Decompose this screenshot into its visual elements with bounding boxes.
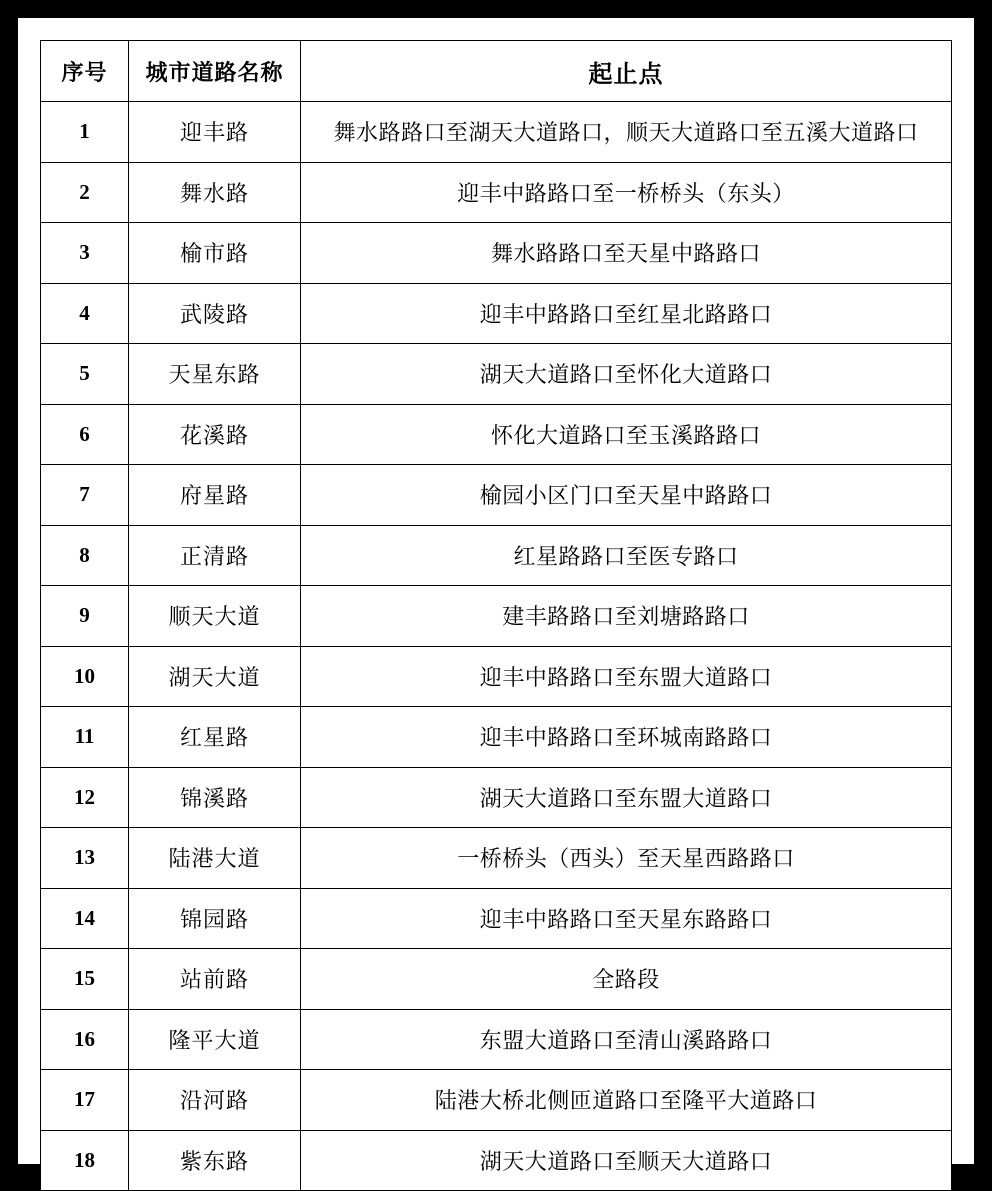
cell-range: 迎丰中路路口至环城南路路口 bbox=[301, 707, 952, 768]
cell-range: 红星路路口至医专路口 bbox=[301, 525, 952, 586]
cell-road-name: 迎丰路 bbox=[129, 102, 301, 163]
cell-range: 迎丰中路路口至东盟大道路口 bbox=[301, 646, 952, 707]
table-header-row bbox=[41, 41, 952, 102]
table-row bbox=[41, 344, 952, 405]
column-header-index: 序号 bbox=[41, 41, 129, 102]
cell-range: 建丰路路口至刘塘路路口 bbox=[301, 586, 952, 647]
cell-range: 迎丰中路路口至一桥桥头（东头） bbox=[301, 162, 952, 223]
cell-road-name: 府星路 bbox=[129, 465, 301, 526]
cell-range: 陆港大桥北侧匝道路口至隆平大道路口 bbox=[301, 1070, 952, 1131]
cell-index: 1 bbox=[41, 102, 129, 163]
cell-range: 舞水路路口至天星中路路口 bbox=[301, 223, 952, 284]
table-row bbox=[41, 223, 952, 284]
table-row bbox=[41, 888, 952, 949]
column-header-road-name: 城市道路名称 bbox=[129, 41, 301, 102]
table-row bbox=[41, 162, 952, 223]
column-header-range: 起止点 bbox=[301, 41, 952, 102]
cell-road-name: 陆港大道 bbox=[129, 828, 301, 889]
cell-index: 15 bbox=[41, 949, 129, 1010]
table-row bbox=[41, 586, 952, 647]
table-row bbox=[41, 404, 952, 465]
cell-road-name: 花溪路 bbox=[129, 404, 301, 465]
cell-range: 迎丰中路路口至天星东路路口 bbox=[301, 888, 952, 949]
table-row bbox=[41, 525, 952, 586]
cell-road-name: 舞水路 bbox=[129, 162, 301, 223]
cell-range: 湖天大道路口至东盟大道路口 bbox=[301, 767, 952, 828]
table-row bbox=[41, 767, 952, 828]
cell-index: 2 bbox=[41, 162, 129, 223]
table-row bbox=[41, 1130, 952, 1191]
cell-road-name: 沿河路 bbox=[129, 1070, 301, 1131]
cell-index: 9 bbox=[41, 586, 129, 647]
table-row bbox=[41, 646, 952, 707]
cell-road-name: 紫东路 bbox=[129, 1130, 301, 1191]
cell-index: 6 bbox=[41, 404, 129, 465]
cell-range: 湖天大道路口至怀化大道路口 bbox=[301, 344, 952, 405]
cell-index: 10 bbox=[41, 646, 129, 707]
cell-range: 一桥桥头（西头）至天星西路路口 bbox=[301, 828, 952, 889]
city-road-table bbox=[40, 40, 952, 1191]
cell-index: 14 bbox=[41, 888, 129, 949]
cell-index: 12 bbox=[41, 767, 129, 828]
table-row bbox=[41, 465, 952, 526]
cell-range: 怀化大道路口至玉溪路路口 bbox=[301, 404, 952, 465]
table-row bbox=[41, 283, 952, 344]
table-row bbox=[41, 102, 952, 163]
cell-road-name: 锦园路 bbox=[129, 888, 301, 949]
cell-range: 湖天大道路口至顺天大道路口 bbox=[301, 1130, 952, 1191]
cell-index: 16 bbox=[41, 1009, 129, 1070]
cell-road-name: 锦溪路 bbox=[129, 767, 301, 828]
cell-range: 舞水路路口至湖天大道路口，顺天大道路口至五溪大道路口 bbox=[301, 102, 952, 163]
cell-index: 18 bbox=[41, 1130, 129, 1191]
cell-index: 13 bbox=[41, 828, 129, 889]
table-row bbox=[41, 828, 952, 889]
cell-road-name: 天星东路 bbox=[129, 344, 301, 405]
document-page bbox=[18, 18, 974, 1174]
cell-road-name: 正清路 bbox=[129, 525, 301, 586]
table-row bbox=[41, 949, 952, 1010]
table-row bbox=[41, 1009, 952, 1070]
table-header bbox=[41, 41, 952, 102]
road-table-container bbox=[40, 40, 952, 1174]
cell-road-name: 隆平大道 bbox=[129, 1009, 301, 1070]
table-row bbox=[41, 1070, 952, 1131]
cell-range: 东盟大道路口至清山溪路路口 bbox=[301, 1009, 952, 1070]
table-row bbox=[41, 707, 952, 768]
cell-road-name: 顺天大道 bbox=[129, 586, 301, 647]
cell-road-name: 榆市路 bbox=[129, 223, 301, 284]
cell-index: 7 bbox=[41, 465, 129, 526]
cell-range: 全路段 bbox=[301, 949, 952, 1010]
cell-road-name: 站前路 bbox=[129, 949, 301, 1010]
cell-index: 5 bbox=[41, 344, 129, 405]
cell-road-name: 湖天大道 bbox=[129, 646, 301, 707]
cell-index: 8 bbox=[41, 525, 129, 586]
cell-road-name: 武陵路 bbox=[129, 283, 301, 344]
table-body bbox=[41, 102, 952, 1191]
cell-index: 4 bbox=[41, 283, 129, 344]
cell-index: 11 bbox=[41, 707, 129, 768]
cell-range: 榆园小区门口至天星中路路口 bbox=[301, 465, 952, 526]
cell-index: 3 bbox=[41, 223, 129, 284]
cell-index: 17 bbox=[41, 1070, 129, 1131]
cell-road-name: 红星路 bbox=[129, 707, 301, 768]
cell-range: 迎丰中路路口至红星北路路口 bbox=[301, 283, 952, 344]
